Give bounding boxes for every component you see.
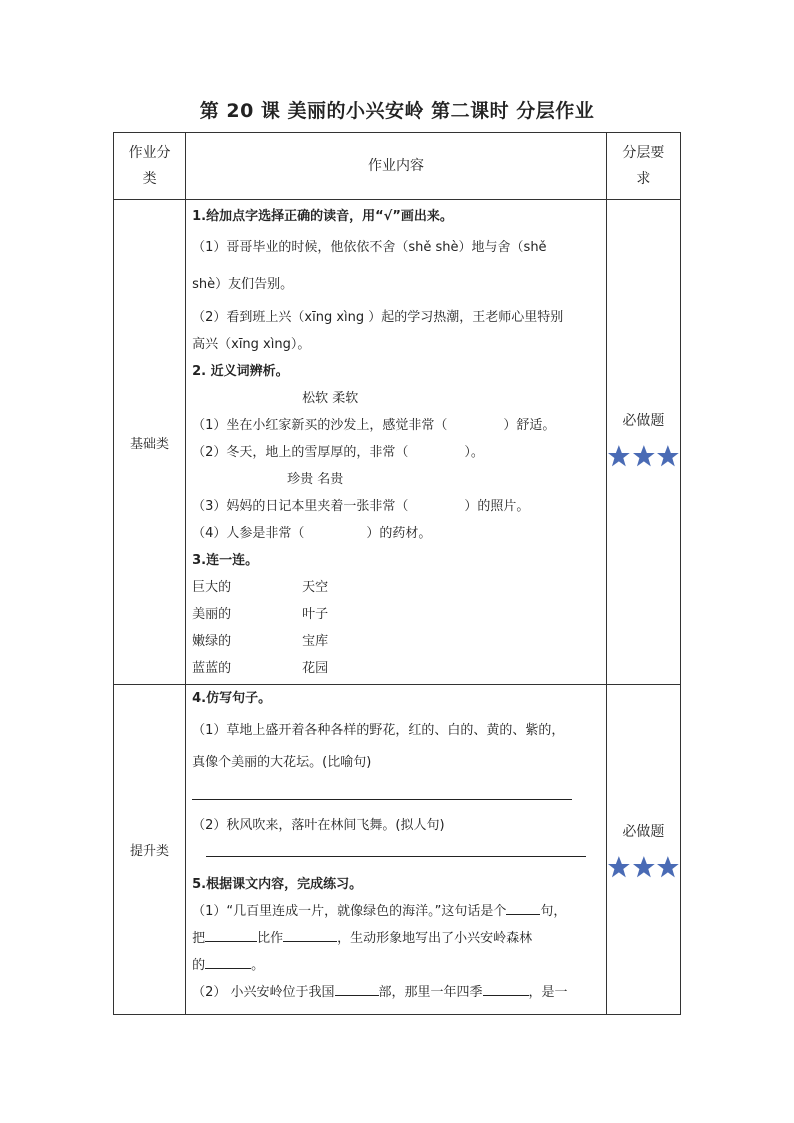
q5-line1: （1）“几百里连成一片，就像绿色的海洋。”这句话是个 句， [192,898,600,925]
q2-sentence3: （3）妈妈的日记本里夹着一张非常（ ）的照片。 [192,499,530,514]
q3-row: 蓝蓝的 花园 [192,661,329,676]
q2-sentence1: （1）坐在小红家新买的沙发上，感觉非常（ ）舒适。 [192,418,556,433]
q4-title: 4.仿写句子。 [192,691,272,706]
header-category: 作业分 类 [114,133,186,200]
requirement-label: 必做题 [622,824,665,840]
star-icon [632,855,656,879]
q1-line2: shè）友们告别。 [192,277,294,292]
q2-title: 2. 近义词辨析。 [192,364,289,379]
table-row-advanced [114,685,681,1015]
requirement-advanced [606,685,680,1015]
table-header-row [114,133,681,200]
star-rating [607,855,680,879]
content-advanced [186,685,607,1015]
blank[interactable] [506,900,540,915]
blank[interactable] [335,981,379,996]
blank[interactable] [205,927,257,942]
star-icon [632,444,656,468]
q5-title: 5.根据课文内容，完成练习。 [192,877,363,892]
table-row-basic [114,200,681,685]
requirement-basic [606,200,680,685]
answer-line[interactable] [206,855,586,857]
q4-line3: （2）秋风吹来，落叶在林间飞舞。(拟人句) [192,818,445,833]
q1-line3: （2）看到班上兴（xīng xìng ）起的学习热潮，王老师心里特别 [192,310,564,325]
requirement-label: 必做题 [622,413,665,429]
q2-pair2: 珍贵 名贵 [287,472,344,487]
star-icon [656,855,680,879]
page-title: 第 20 课 美丽的小兴安岭 第二课时 分层作业 [199,100,595,122]
blank[interactable] [205,954,251,969]
homework-table [113,132,681,1015]
content-basic [186,200,607,685]
q5-line2: 把 比作 ，生动形象地写出了小兴安岭森林 [192,925,600,952]
answer-line[interactable] [192,798,572,800]
q2-sentence2: （2）冬天，地上的雪厚厚的，非常（ ）。 [192,445,484,460]
category-basic: 基础类 [114,200,186,685]
q3-row: 美丽的 叶子 [192,607,329,622]
q5-line4: （2） 小兴安岭位于我国 部，那里一年四季 ，是一 [192,979,600,1006]
star-icon [656,444,680,468]
q1-line4: 高兴（xīng xìng）。 [192,337,311,352]
q2-sentence4: （4）人参是非常（ ）的药材。 [192,526,432,541]
q5-line3: 的 。 [192,952,600,979]
q4-line2: 真像个美丽的大花坛。(比喻句) [192,755,372,770]
header-requirement: 分层要 求 [606,133,680,200]
header-content: 作业内容 [186,133,607,200]
q3-row: 巨大的 天空 [192,580,329,595]
star-rating [607,444,680,468]
q3-row: 嫩绿的 宝库 [192,634,329,649]
q2-pair1: 松软 柔软 [302,391,359,406]
q4-line1: （1）草地上盛开着各种各样的野花，红的、白的、黄的、紫的， [192,723,565,738]
blank[interactable] [283,927,337,942]
q1-line1: （1）哥哥毕业的时候，他依依不舍（shě shè）地与舍（shě [192,240,547,255]
star-icon [607,855,631,879]
star-icon [607,444,631,468]
blank[interactable] [483,981,529,996]
q1-title: 1.给加点字选择正确的读音，用“√”画出来。 [192,209,453,224]
category-advanced: 提升类 [114,685,186,1015]
q3-title: 3.连一连。 [192,553,259,568]
